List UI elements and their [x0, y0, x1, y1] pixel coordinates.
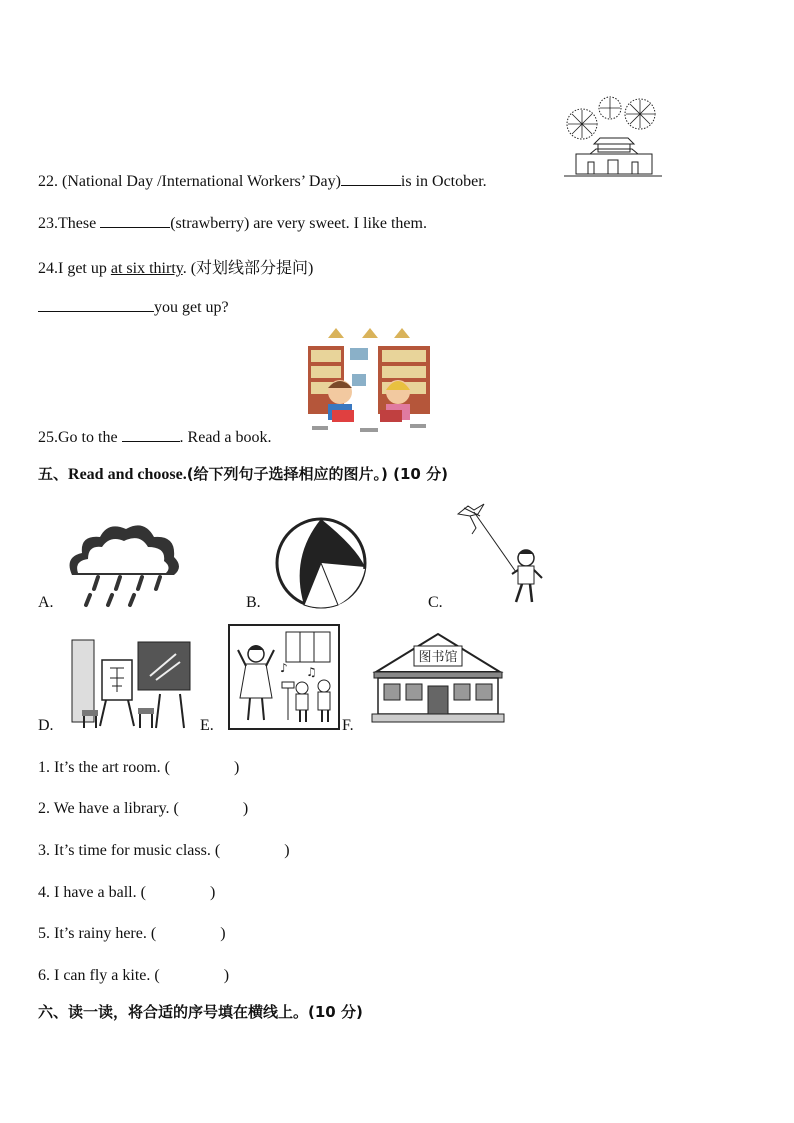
choose-question-5: 5. It’s rainy here. ( )	[38, 925, 226, 942]
question-22: 22. (National Day /International Workers’ Day) is in October.	[38, 173, 487, 190]
question-22-number: 22	[38, 173, 54, 190]
answer-parentheses[interactable]: ( )	[150, 925, 226, 942]
section-5-heading: 五、Read and choose.(给下列句子选择相应的图片。) (10 分)	[38, 465, 448, 483]
answer-parentheses[interactable]: ( )	[164, 759, 240, 776]
option-a-label: A.	[38, 594, 54, 611]
question-23: 23.These (strawberry) are very sweet. I like them.	[38, 215, 427, 232]
choose-question-3: 3. It’s time for music class. ( )	[38, 842, 290, 859]
kite-boy-image	[454, 498, 554, 610]
option-f-label: F.	[342, 717, 354, 734]
question-24: 24.I get up at six thirty. (对划线部分提问)	[38, 260, 314, 277]
answer-blank[interactable]	[100, 213, 170, 228]
answer-parentheses[interactable]: ( )	[140, 884, 216, 901]
question-24-answer-line: you get up?	[38, 297, 229, 317]
rain-cloud-image	[64, 517, 184, 609]
library-sign-text: 图书馆	[418, 650, 458, 665]
tiananmen-fireworks-image	[562, 92, 664, 180]
choose-question-4: 4. I have a ball. ( )	[38, 884, 216, 901]
library-reading-image	[306, 326, 434, 438]
answer-parentheses[interactable]: ( )	[173, 800, 249, 817]
choose-question-2: 2. We have a library. ( )	[38, 800, 249, 817]
svg-text:♫: ♫	[306, 665, 317, 679]
art-room-image	[68, 636, 192, 730]
svg-text:♪: ♪	[280, 661, 288, 675]
option-b-label: B.	[246, 594, 261, 611]
choose-question-6: 6. I can fly a kite. ( )	[38, 967, 230, 984]
question-25: 25.Go to the . Read a book.	[38, 429, 272, 446]
option-d-label: D.	[38, 717, 54, 734]
library-building-image	[370, 630, 506, 724]
music-class-image	[228, 624, 340, 730]
answer-blank[interactable]	[122, 427, 180, 442]
answer-parentheses[interactable]: ( )	[154, 967, 230, 984]
underlined-phrase: at six thirty	[110, 260, 183, 277]
answer-blank[interactable]	[38, 297, 154, 312]
answer-parentheses[interactable]: ( )	[214, 842, 290, 859]
choose-question-1: 1. It’s the art room. ( )	[38, 759, 240, 776]
section-6-heading: 六、读一读，将合适的序号填在横线上。(10 分)	[38, 1003, 363, 1021]
answer-blank[interactable]	[341, 171, 401, 186]
option-c-label: C.	[428, 594, 443, 611]
option-e-label: E.	[200, 717, 214, 734]
beach-ball-image	[270, 517, 372, 609]
